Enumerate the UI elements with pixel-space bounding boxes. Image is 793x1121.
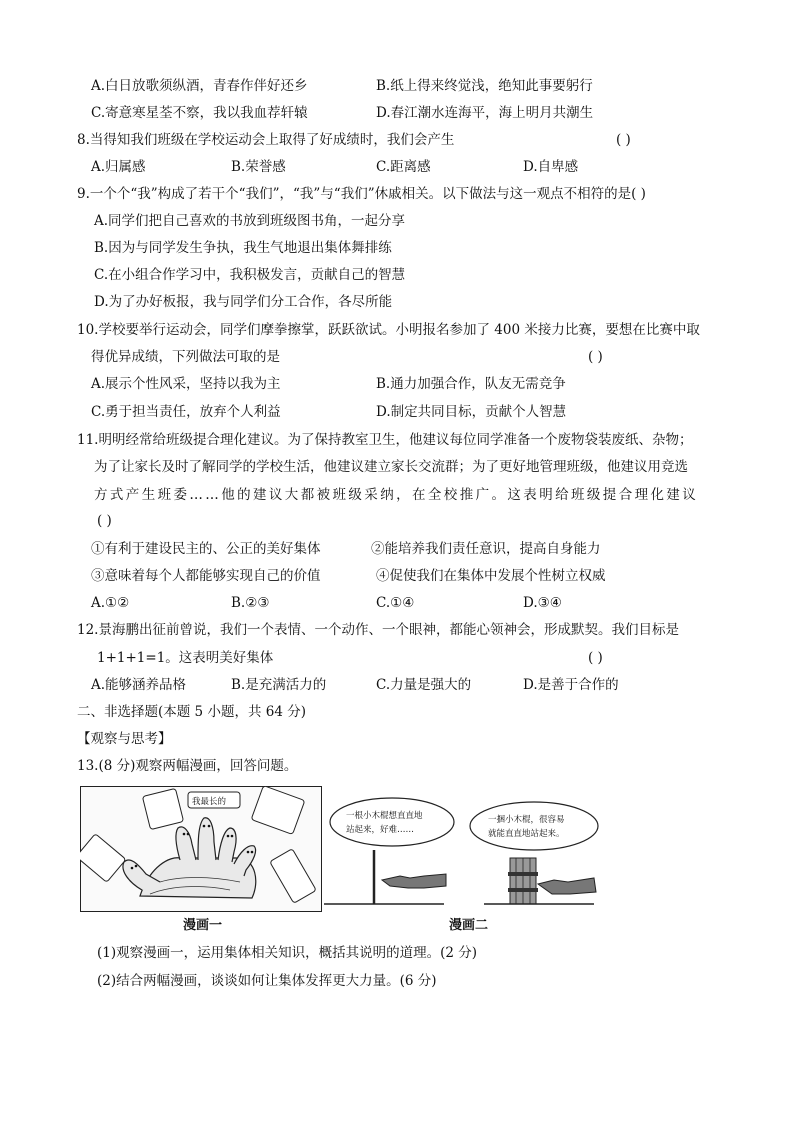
q10-stem-line2: 得优异成绩，下列做法可取的是 — [91, 349, 280, 365]
cartoon-one-bubble-middle: 我最长的 — [192, 797, 227, 807]
q8-option-a: A.归属感 — [91, 159, 146, 175]
q10-answer-paren: ( ) — [588, 349, 603, 365]
q12-stem-line1: 12.景海鹏出征前曾说，我们一个表情、一个动作、一个眼神，都能心领神会，形成默契。我们目标是 — [77, 622, 679, 638]
q13-subquestion-1: (1)观察漫画一，运用集体相关知识，概括其说明的道理。(2 分) — [97, 945, 478, 961]
cartoon-one — [80, 786, 322, 912]
q7-option-d: D.春江潮水连海平，海上明月共潮生 — [376, 105, 594, 121]
cartoon-two-right-bubble-line2: 就能直直地站起来。 — [488, 829, 565, 839]
q8-stem: 8.当得知我们班级在学校运动会上取得了好成绩时，我们会产生 — [77, 132, 455, 148]
q9-option-a: A.同学们把自己喜欢的书放到班级图书角，一起分享 — [94, 213, 406, 229]
q11-option-a: A.①② — [91, 595, 130, 611]
q8-answer-paren: ( ) — [616, 132, 631, 148]
hand-fingers-illustration — [80, 786, 322, 912]
q7-option-a: A.白日放歌须纵酒，青春作伴好还乡 — [91, 78, 308, 94]
q11-item-2: ②能培养我们责任意识，提高自身能力 — [371, 541, 601, 557]
q11-stem-line1: 11.明明经常给班级提合理化建议。为了保持教室卫生，他建议每位同学准备一个废物袋装废纸、杂物； — [77, 432, 693, 448]
q10-stem-line1: 10.学校要举行运动会，同学们摩拳擦掌，跃跃欲试。小明报名参加了 400 米接力比赛，要想在比赛中取 — [77, 322, 700, 338]
q9-option-b: B.因为与同学发生争执，我生气地退出集体舞排练 — [94, 240, 392, 256]
q7-option-c: C.寄意寒星荃不察，我以我血荐轩辕 — [91, 105, 308, 121]
q12-option-c: C.力量是强大的 — [376, 677, 472, 693]
q12-option-b: B.是充满活力的 — [231, 677, 327, 693]
q13-stem: 13.(8 分)观察两幅漫画，回答问题。 — [77, 758, 298, 774]
cartoon-two-left-bubble-line2: 站起来，好难…… — [346, 825, 415, 835]
q12-option-a: A.能够涵养品格 — [91, 677, 187, 693]
q8-option-c: C.距离感 — [376, 159, 431, 175]
q7-option-b: B.纸上得来终觉浅，绝知此事要躬行 — [376, 78, 593, 94]
q13-subquestion-2: (2)结合两幅漫画，谈谈如何让集体发挥更大力量。(6 分) — [97, 973, 437, 989]
q11-stem-line2: 为了让家长及时了解同学的学校生活，他建议建立家长交流群；为了更好地管理班级，他建议用竞选 — [94, 459, 688, 475]
section-subtitle: 【观察与思考】 — [77, 731, 172, 747]
q12-stem-line2: 1+1+1=1。这表明美好集体 — [97, 650, 274, 666]
q11-option-b: B.②③ — [231, 595, 270, 611]
cartoon-one-caption: 漫画一 — [183, 918, 223, 933]
q11-answer-paren: ( ) — [97, 513, 112, 529]
cartoon-two — [324, 792, 608, 912]
q11-item-4: ④促使我们在集体中发展个性树立权威 — [376, 568, 606, 584]
q11-item-3: ③意味着每个人都能够实现自己的价值 — [91, 568, 321, 584]
sticks-illustration — [324, 792, 608, 912]
q9-stem: 9.一个个“我”构成了若干个“我们”，“我”与“我们”休戚相关。以下做法与这一观点不相符的是( ) — [77, 186, 646, 202]
q12-answer-paren: ( ) — [588, 650, 603, 666]
q10-option-b: B.通力加强合作，队友无需竞争 — [376, 376, 566, 392]
cartoon-two-caption: 漫画二 — [449, 918, 489, 933]
cartoon-two-left-bubble-line1: 一根小木棍想直直地 — [346, 811, 423, 821]
q10-option-c: C.勇于担当责任，放弃个人利益 — [91, 404, 281, 420]
q9-option-d: D.为了办好板报，我与同学们分工合作，各尽所能 — [94, 294, 393, 310]
q11-option-d: D.③④ — [523, 595, 562, 611]
q12-option-d: D.是善于合作的 — [523, 677, 619, 693]
q10-option-a: A.展示个性风采，坚持以我为主 — [91, 376, 281, 392]
q11-item-1: ①有利于建设民主的、公正的美好集体 — [91, 541, 321, 557]
cartoon-two-right-bubble-line1: 一捆小木棍，很容易 — [488, 815, 565, 825]
q8-option-d: D.自卑感 — [523, 159, 579, 175]
q8-option-b: B.荣誉感 — [231, 159, 286, 175]
q11-option-c: C.①④ — [376, 595, 415, 611]
q11-stem-line3: 方式产生班委……他的建议大都被班级采纳，在全校推广。这表明给班级提合理化建议 — [94, 487, 699, 503]
q9-option-c: C.在小组合作学习中，我积极发言，贡献自己的智慧 — [94, 267, 406, 283]
q10-option-d: D.制定共同目标，贡献个人智慧 — [376, 404, 567, 420]
section-title: 二、非选择题(本题 5 小题，共 64 分) — [77, 704, 306, 720]
